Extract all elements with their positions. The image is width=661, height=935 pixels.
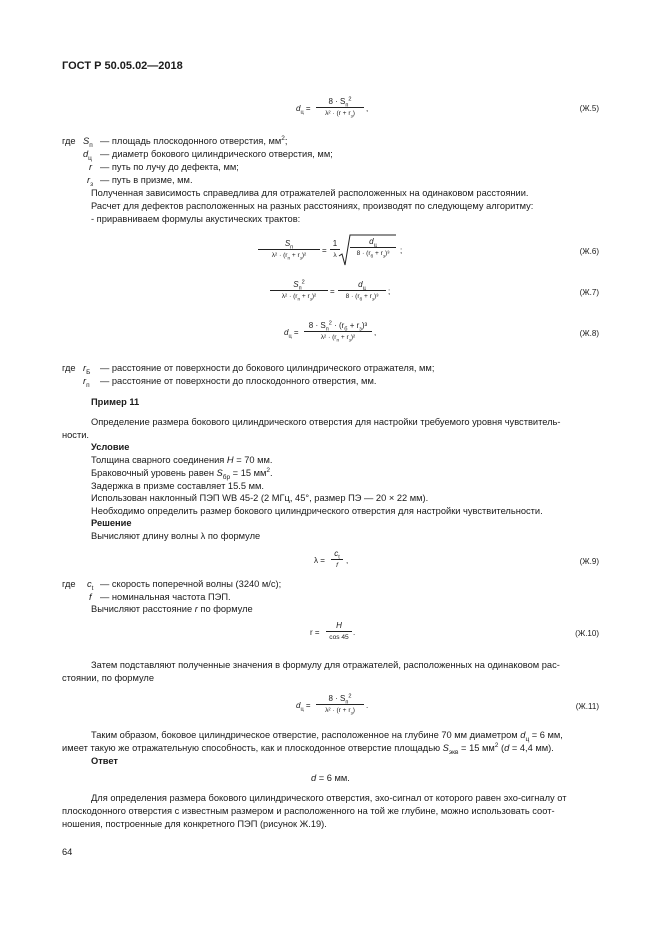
condition-item: Необходимо определить размер бокового цилиндрического отверстия для настройки чувствительности. bbox=[91, 506, 543, 516]
condition-item: Браковочный уровень равен $S_{бр} = 15$ $мм^2$. bbox=[91, 466, 273, 481]
answer-value: d = 6 мм. bbox=[311, 773, 350, 783]
paragraph: плоскодонного отверстия с известным размером и расположенного на той же глубине, можно использовать соот- bbox=[62, 806, 555, 816]
paragraph: имеет такую же отражательную способность, как и плоскодонное отверстие площадью $S_{экв} = 15$ $мм^2$ (d = 4,4 мм). bbox=[62, 741, 554, 756]
paragraph: Полученная зависимость справедлива для отражателей расположенных на одинаковом расстоянии. bbox=[91, 188, 529, 198]
eq-number: (Ж.10) bbox=[575, 629, 599, 638]
example-title: Пример 11 bbox=[91, 397, 140, 407]
eq-number: (Ж.5) bbox=[579, 104, 599, 113]
eq-number: (Ж.6) bbox=[579, 247, 599, 256]
page-header: ГОСТ Р 50.05.02—2018 bbox=[62, 60, 183, 72]
eq-number: (Ж.8) bbox=[579, 329, 599, 338]
paragraph: Определение размера бокового цилиндрического отверстия для настройки требуемого уровня чувствитель- bbox=[91, 417, 561, 427]
paragraph: стоянии, по формуле bbox=[62, 673, 155, 683]
section-title: Условие bbox=[91, 442, 130, 452]
eq-number: (Ж.11) bbox=[575, 702, 599, 711]
paragraph: Расчет для дефектов расположенных на разных расстояниях, производят по следующему алгоритму: bbox=[91, 201, 534, 211]
paragraph: Затем подставляют полученные значения в формулу для отражателей, расположенных на одинаковом рас- bbox=[91, 660, 560, 670]
section-title: Ответ bbox=[91, 756, 118, 766]
paragraph: ношения, построенные для конкретного ПЭП (рисунок Ж.19). bbox=[62, 819, 327, 829]
page-number: 64 bbox=[62, 847, 73, 857]
paragraph: Для определения размера бокового цилиндрического отверстия, эхо-сигнал от которого равен эхо-сигналу от bbox=[91, 793, 567, 803]
eq-number: (Ж.7) bbox=[579, 288, 599, 297]
section-title: Решение bbox=[91, 518, 132, 528]
paragraph: Вычисляют длину волны λ по формуле bbox=[91, 531, 261, 541]
paragraph: Таким образом, боковое цилиндрическое отверстие, расположенное на глубине 70 мм диаметром $d_ц = 6$ мм, bbox=[91, 730, 563, 743]
paragraph: - приравниваем формулы акустических трактов: bbox=[91, 214, 301, 224]
condition-item: Использован наклонный ПЭП WB 45-2 (2 МГц, 45°, размер ПЭ — 20 × 22 мм). bbox=[91, 493, 429, 503]
condition-item: Задержка в призме составляет 15.5 мм. bbox=[91, 481, 264, 491]
condition-item: Толщина сварного соединения H = 70 мм. bbox=[91, 455, 273, 465]
paragraph: Вычисляют расстояние r по формуле bbox=[91, 604, 253, 614]
eq-number: (Ж.9) bbox=[579, 557, 599, 566]
paragraph: ности. bbox=[62, 430, 89, 440]
